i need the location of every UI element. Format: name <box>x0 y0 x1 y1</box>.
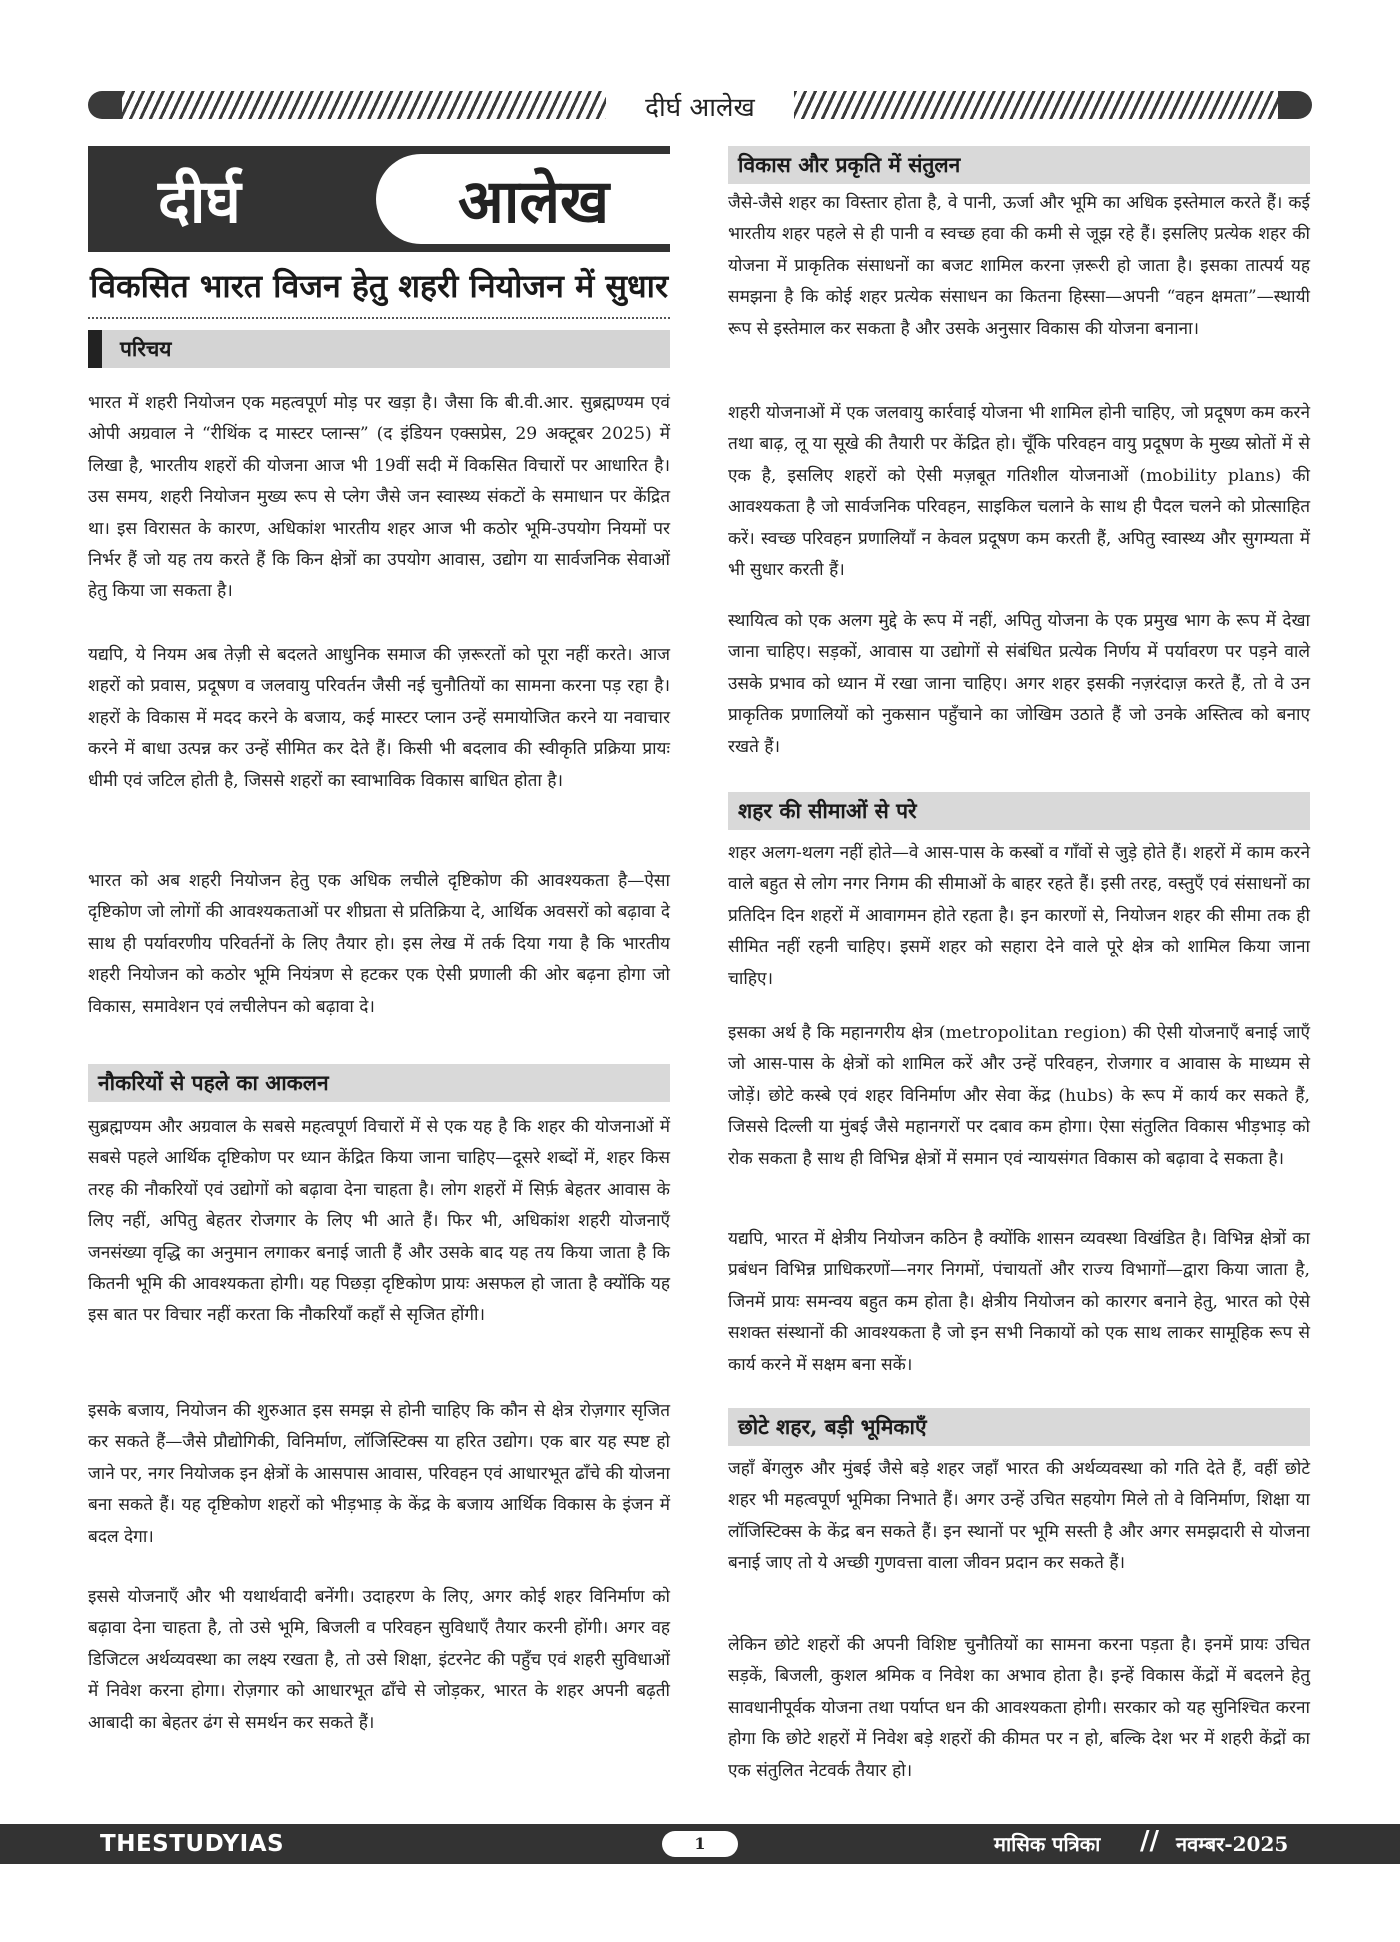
paragraph: भारत में शहरी नियोजन एक महत्वपूर्ण मोड़ पर खड़ा है। जैसा कि बी.वी.आर. सुब्रह्मण्यम एवं ओपी अग्रवाल ने “रीथिंक द मास्टर प्लान्स” (द इंडियन एक्सप्रेस, 29 अक्टूबर 2025) में लिखा है, भारतीय शहरों की योजना आज भी 19वीं सदी में विकसित विचारों पर आधारित है। उस समय, शहरी नियोजन मुख्य रूप से प्लेग जैसे जन स्वास्थ्य संकटों के समाधान पर केंद्रित था। इस विरासत के कारण, अधिकांश भारतीय शहर आज भी कठोर भूमि-उपयोग नियमों पर निर्भर हैं जो यह तय करते हैं कि किन क्षेत्रों का उपयोग आवास, उद्योग या सार्वजनिक सेवाओं हेतु किया जा सकता है। <box>88 393 670 602</box>
paragraph: शहर अलग-थलग नहीं होते—वे आस-पास के कस्बों व गाँवों से जुड़े होते हैं। शहरों में काम करने वाले बहुत से लोग नगर निगम की सीमाओं के बाहर रहते हैं। इसी तरह, वस्तुएँ एवं संसाधनों का प्रतिदिन दिन शहरों में आवागमन होते रहता है। इन कारणों से, नियोजन शहर की सीमा तक ही सीमित नहीं रहनी चाहिए। इसमें शहर को सहारा देने वाले पूरे क्षेत्र को शामिल किया जाना चाहिए। <box>728 843 1310 989</box>
banner-right-word: आलेख <box>458 167 610 237</box>
footer-separator: // <box>1140 1826 1159 1856</box>
paragraph: इससे योजनाएँ और भी यथार्थवादी बनेंगी। उदाहरण के लिए, अगर कोई शहर विनिर्माण को बढ़ावा देना चाहता है, तो उसे भूमि, बिजली व परिवहन सुविधाएँ तैयार करनी होंगी। अगर वह डिजिटल अर्थव्यवस्था का लक्ष्य रखता है, तो उसे शिक्षा, इंटरनेट की पहुँच एवं शहरी सुविधाओं में निवेश करना होगा। रोज़गार को आधारभूत ढाँचे से जोड़कर, भारत के शहर अपनी बढ़ती आबादी का बेहतर ढंग से समर्थन कर सकते हैं। <box>88 1587 670 1733</box>
paragraph: यद्यपि, भारत में क्षेत्रीय नियोजन कठिन है क्योंकि शासन व्यवस्था विखंडित है। विभिन्न क्षेत्रों का प्रबंधन विभिन्न प्राधिकरणों—नगर निगमों, पंचायतों और राज्य विभागों—द्वारा किया जाता है, जिनमें प्रायः समन्वय बहुत कम होता है। क्षेत्रीय नियोजन को कारगर बनाने हेतु, भारत को ऐसे सशक्त संस्थानों की आवश्यकता है जो इन सभी निकायों को एक साथ लाकर सामूहिक रूप से कार्य करने में सक्षम बना सकें। <box>728 1229 1310 1375</box>
section-heading-balance: विकास और प्रकृति में संतुलन <box>728 146 1310 184</box>
page-header <box>88 86 1312 126</box>
paragraph: यद्यपि, ये नियम अब तेज़ी से बदलते आधुनिक समाज की ज़रूरतों को पूरा नहीं करते। आज शहरों को प्रवास, प्रदूषण व जलवायु परिवर्तन जैसी नई चुनौतियों का सामना करना पड़ रहा है। शहरों के विकास में मदद करने के बजाय, कई मास्टर प्लान उन्हें समायोजित करने या नवाचार करने में बाधा उत्पन्न कर उन्हें सीमित कर देते हैं। किसी भी बदलाव की स्वीकृति प्रक्रिया प्रायः धीमी एवं जटिल होती है, जिससे शहरों का स्वाभाविक विकास बाधित होता है। <box>88 645 670 791</box>
paragraph: जहाँ बेंगलुरु और मुंबई जैसे बड़े शहर जहाँ भारत की अर्थव्यवस्था को गति देते हैं, वहीं छोटे शहर भी महत्वपूर्ण भूमिका निभाते हैं। अगर उन्हें उचित सहयोग मिले तो वे विनिर्माण, शिक्षा या लॉजिस्टिक्स के केंद्र बन सकते हैं। इन स्थानों पर भूमि सस्ती है और अगर समझदारी से योजना बनाई जाए तो ये अच्छी गुणवत्ता वाला जीवन प्रदान कर सकते हैं। <box>728 1459 1310 1574</box>
paragraph: इसके बजाय, नियोजन की शुरुआत इस समझ से होनी चाहिए कि कौन से क्षेत्र रोज़गार सृजित कर सकते हैं—जैसे प्रौद्योगिकी, विनिर्माण, लॉजिस्टिक्स या हरित उद्योग। एक बार यह स्पष्ट हो जाने पर, नगर नियोजक इन क्षेत्रों के आसपास आवास, परिवहन एवं आधारभूत ढाँचे की योजना बना सकते हैं। यह दृष्टिकोण शहरों को भीड़भाड़ के केंद्र के बजाय आर्थिक विकास के इंजन में बदल देगा। <box>88 1401 670 1547</box>
article-title: विकसित भारत विजन हेतु शहरी नियोजन में सुधार <box>88 264 670 319</box>
section-heading-small-cities: छोटे शहर, बड़ी भूमिकाएँ <box>728 1408 1310 1446</box>
header-title: दीर्घ आलेख <box>645 93 755 123</box>
paragraph: सुब्रह्मण्यम और अग्रवाल के सबसे महत्वपूर्ण विचारों में से एक यह है कि शहर की योजनाओं में सबसे पहले आर्थिक दृष्टिकोण पर ध्यान केंद्रित किया जाना चाहिए—दूसरे शब्दों में, शहर किस तरह की नौकरियों एवं उद्योगों को बढ़ावा देना चाहता है। लोग शहरों में सिर्फ़ बेहतर आवास के लिए नहीं, अपितु बेहतर रोजगार के लिए भी आते हैं। फिर भी, अधिकांश शहरी योजनाएँ जनसंख्या वृद्धि का अनुमान लगाकर बनाई जाती हैं और उसके बाद यह तय किया जाता है कि कितनी भूमि की आवश्यकता होगी। यह पिछड़ा दृष्टिकोण प्रायः असफल हो जाता है क्योंकि यह इस बात पर विचार नहीं करता कि नौकरियाँ कहाँ से सृजित होंगी। <box>88 1117 670 1326</box>
section-heading-jobs: नौकरियों से पहले का आकलन <box>88 1064 670 1102</box>
footer-publication: मासिक पत्रिका <box>994 1832 1101 1856</box>
footer-brand: THESTUDYIAS <box>100 1831 285 1857</box>
paragraph: लेकिन छोटे शहरों की अपनी विशिष्ट चुनौतियों का सामना करना पड़ता है। इनमें प्रायः उचित सड़कें, बिजली, कुशल श्रमिक व निवेश का अभाव होता है। इन्हें विकास केंद्रों में बदलने हेतु सावधानीपूर्वक योजना तथा पर्याप्त धन की आवश्यकता होगी। सरकार को यह सुनिश्चित करना होगा कि छोटे शहरों में निवेश बड़े शहरों की कीमत पर न हो, बल्कि देश भर में शहरी केंद्रों का एक संतुलित नेटवर्क तैयार हो। <box>728 1635 1310 1781</box>
paragraph: इसका अर्थ है कि महानगरीय क्षेत्र (metropolitan region) की ऐसी योजनाएँ बनाई जाएँ जो आस-पास के क्षेत्रों को शामिल करें और उन्हें परिवहन, रोजगार व आवास के माध्यम से जोड़ें। छोटे कस्बे एवं शहर विनिर्माण और सेवा केंद्र (hubs) के रूप में कार्य कर सकते हैं, जिससे दिल्ली या मुंबई जैसे महानगरों पर दबाव कम होगा। ऐसा संतुलित विकास भीड़भाड़ को रोक सकता है साथ ही विभिन्न क्षेत्रों में समान एवं न्यायसंगत विकास को बढ़ावा दे सकता है। <box>728 1023 1310 1169</box>
paragraph: भारत को अब शहरी नियोजन हेतु एक अधिक लचीले दृष्टिकोण की आवश्यकता है—ऐसा दृष्टिकोण जो लोगों की आवश्यकताओं पर शीघ्रता से प्रतिक्रिया दे, आर्थिक अवसरों को बढ़ावा दे साथ ही पर्यावरणीय परिवर्तनों के लिए तैयार हो। इस लेख में तर्क दिया गया है कि भारतीय शहरी नियोजन को कठोर भूमि नियंत्रण से हटकर एक ऐसी प्रणाली की ओर बढ़ना होगा जो विकास, समावेशन एवं लचीलेपन को बढ़ावा दे। <box>88 871 670 1017</box>
paragraph: शहरी योजनाओं में एक जलवायु कार्रवाई योजना भी शामिल होनी चाहिए, जो प्रदूषण कम करने तथा बाढ़, लू या सूखे की तैयारी पर केंद्रित हो। चूँकि परिवहन वायु प्रदूषण के मुख्य स्रोतों में से एक है, इसलिए शहरों को ऐसी मज़बूत गतिशील योजनाओं (mobility plans) की आवश्यकता है जो सार्वजनिक परिवहन, साइकिल चलाने के साथ ही पैदल चलने को प्रोत्साहित करें। स्वच्छ परिवहन प्रणालियाँ न केवल प्रदूषण कम करती हैं, अपितु स्वास्थ्य और सुगम्यता में भी सुधार करती हैं। <box>728 403 1310 581</box>
banner-left-word: दीर्घ <box>158 167 241 237</box>
section-heading-intro: परिचय <box>88 330 670 368</box>
header-hatch-left <box>88 91 606 119</box>
page-number: 1 <box>662 1831 738 1857</box>
section-banner <box>88 146 670 252</box>
header-hatch-right <box>794 91 1312 119</box>
footer-date: नवम्बर-2025 <box>1176 1832 1289 1856</box>
paragraph: स्थायित्व को एक अलग मुद्दे के रूप में नहीं, अपितु योजना के एक प्रमुख भाग के रूप में देखा जाना चाहिए। सड़कों, आवास या उद्योगों से संबंधित प्रत्येक निर्णय में पर्यावरण पर पड़ने वाले उसके प्रभाव को ध्यान में रखा जाना चाहिए। अगर शहर इसकी नज़रंदाज़ करते हैं, तो वे उन प्राकृतिक प्रणालियों को नुकसान पहुँचाने का जोखिम उठाते हैं जो उनके अस्तित्व को बनाए रखते हैं। <box>728 611 1310 757</box>
page-footer <box>0 1824 1400 1864</box>
paragraph: जैसे-जैसे शहर का विस्तार होता है, वे पानी, ऊर्जा और भूमि का अधिक इस्तेमाल करते हैं। कई भारतीय शहर पहले से ही पानी व स्वच्छ हवा की कमी से जूझ रहे हैं। इसलिए प्रत्येक शहर की योजना में प्राकृतिक संसाधनों का बजट शामिल करना ज़रूरी हो जाता है। इसका तात्पर्य यह समझना है कि कोई शहर प्रत्येक संसाधन का कितना हिस्सा—अपनी “वहन क्षमता”—स्थायी रूप से इस्तेमाल कर सकता है और उसके अनुसार विकास की योजना बनाना। <box>728 193 1310 339</box>
section-heading-beyond: शहर की सीमाओं से परे <box>728 792 1310 830</box>
